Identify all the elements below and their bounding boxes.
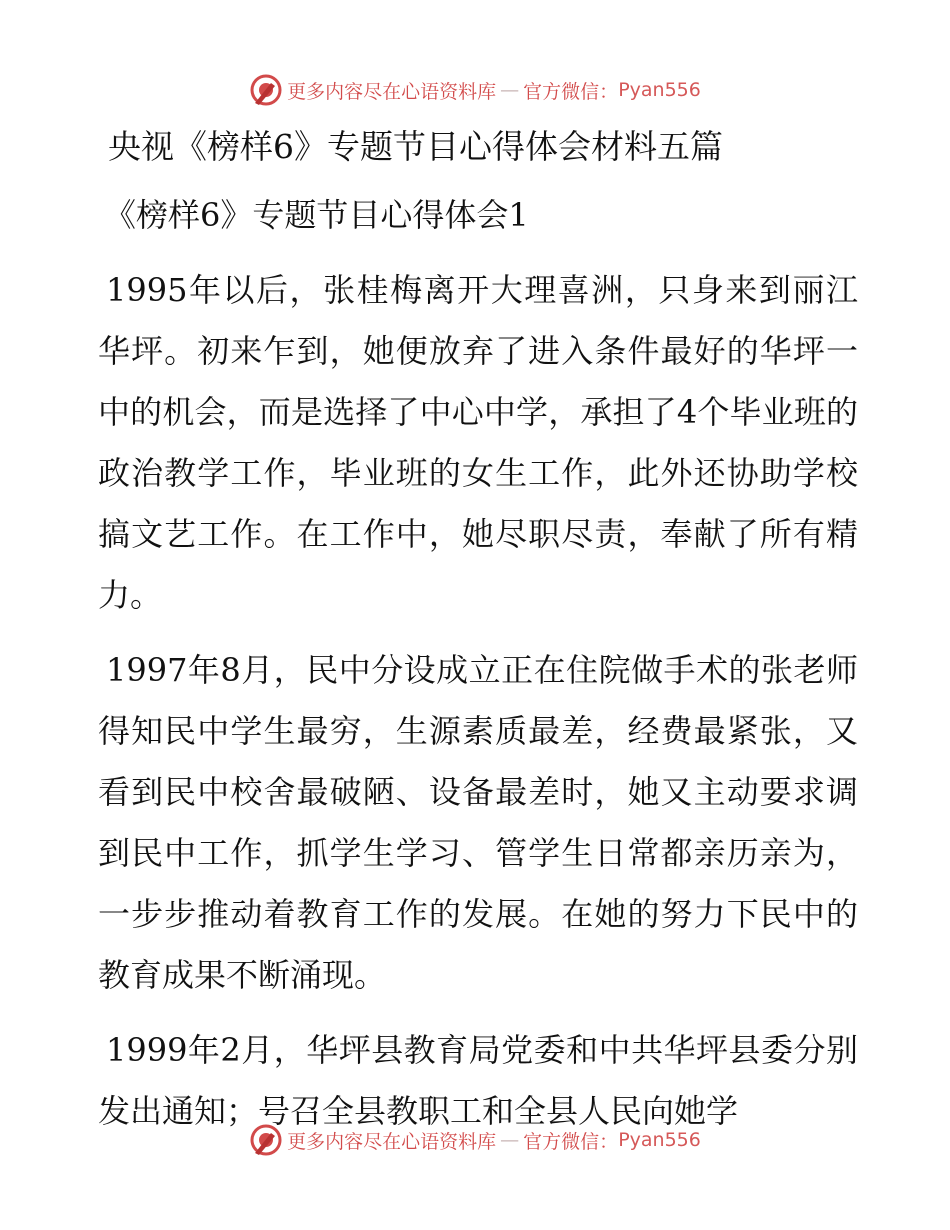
banner-separator: — bbox=[500, 79, 520, 101]
banner-handle: Pyan556 bbox=[618, 79, 701, 101]
banner-text: 更多内容尽在心语资料库 bbox=[287, 80, 497, 103]
document-title: 央视《榜样6》专题节目心得体会材料五篇 bbox=[108, 127, 723, 166]
header-watermark-banner bbox=[0, 70, 950, 110]
document-body bbox=[98, 124, 858, 1156]
pen-logo-icon bbox=[249, 73, 283, 107]
paragraph-text: 1999年2月，华坪县教育局党委和中共华坪县委分别发出通知；号召全县教职工和全县人民向她学 bbox=[98, 1031, 858, 1130]
banner-text: 更多内容尽在心语资料库 bbox=[287, 1130, 497, 1153]
paragraph-text: 1997年8月，民中分设成立正在住院做手术的张老师得知民中学生最穷，生源素质最差，经费最紧张，又看到民中校舍最破陋、设备最差时，她又主动要求调到民中工作，抓学生学习、管学生日常都亲历亲为，一步步推动着教育工作的发展。在她的努力下民中的教育成果不断涌现。 bbox=[98, 651, 858, 994]
footer-watermark-banner bbox=[0, 1120, 950, 1160]
pen-logo-icon bbox=[249, 1123, 283, 1157]
paragraph-1 bbox=[98, 260, 858, 626]
paragraph-2 bbox=[98, 640, 858, 1006]
banner-separator: — bbox=[500, 1129, 520, 1151]
paragraph-text: 1995年以后，张桂梅离开大理喜洲，只身来到丽江华坪。初来乍到，她便放弃了进入条件最好的华坪一中的机会，而是选择了中心中学，承担了4个毕业班的政治教学工作，毕业班的女生工作，此外还协助学校搞文艺工作。在工作中，她尽职尽责，奉献了所有精力。 bbox=[98, 271, 858, 614]
banner-suffix: 官方微信： bbox=[523, 80, 619, 103]
document-subtitle: 《榜样6》专题节目心得体会1 bbox=[104, 196, 529, 234]
banner-suffix: 官方微信： bbox=[523, 1130, 619, 1153]
banner-handle: Pyan556 bbox=[618, 1129, 701, 1151]
